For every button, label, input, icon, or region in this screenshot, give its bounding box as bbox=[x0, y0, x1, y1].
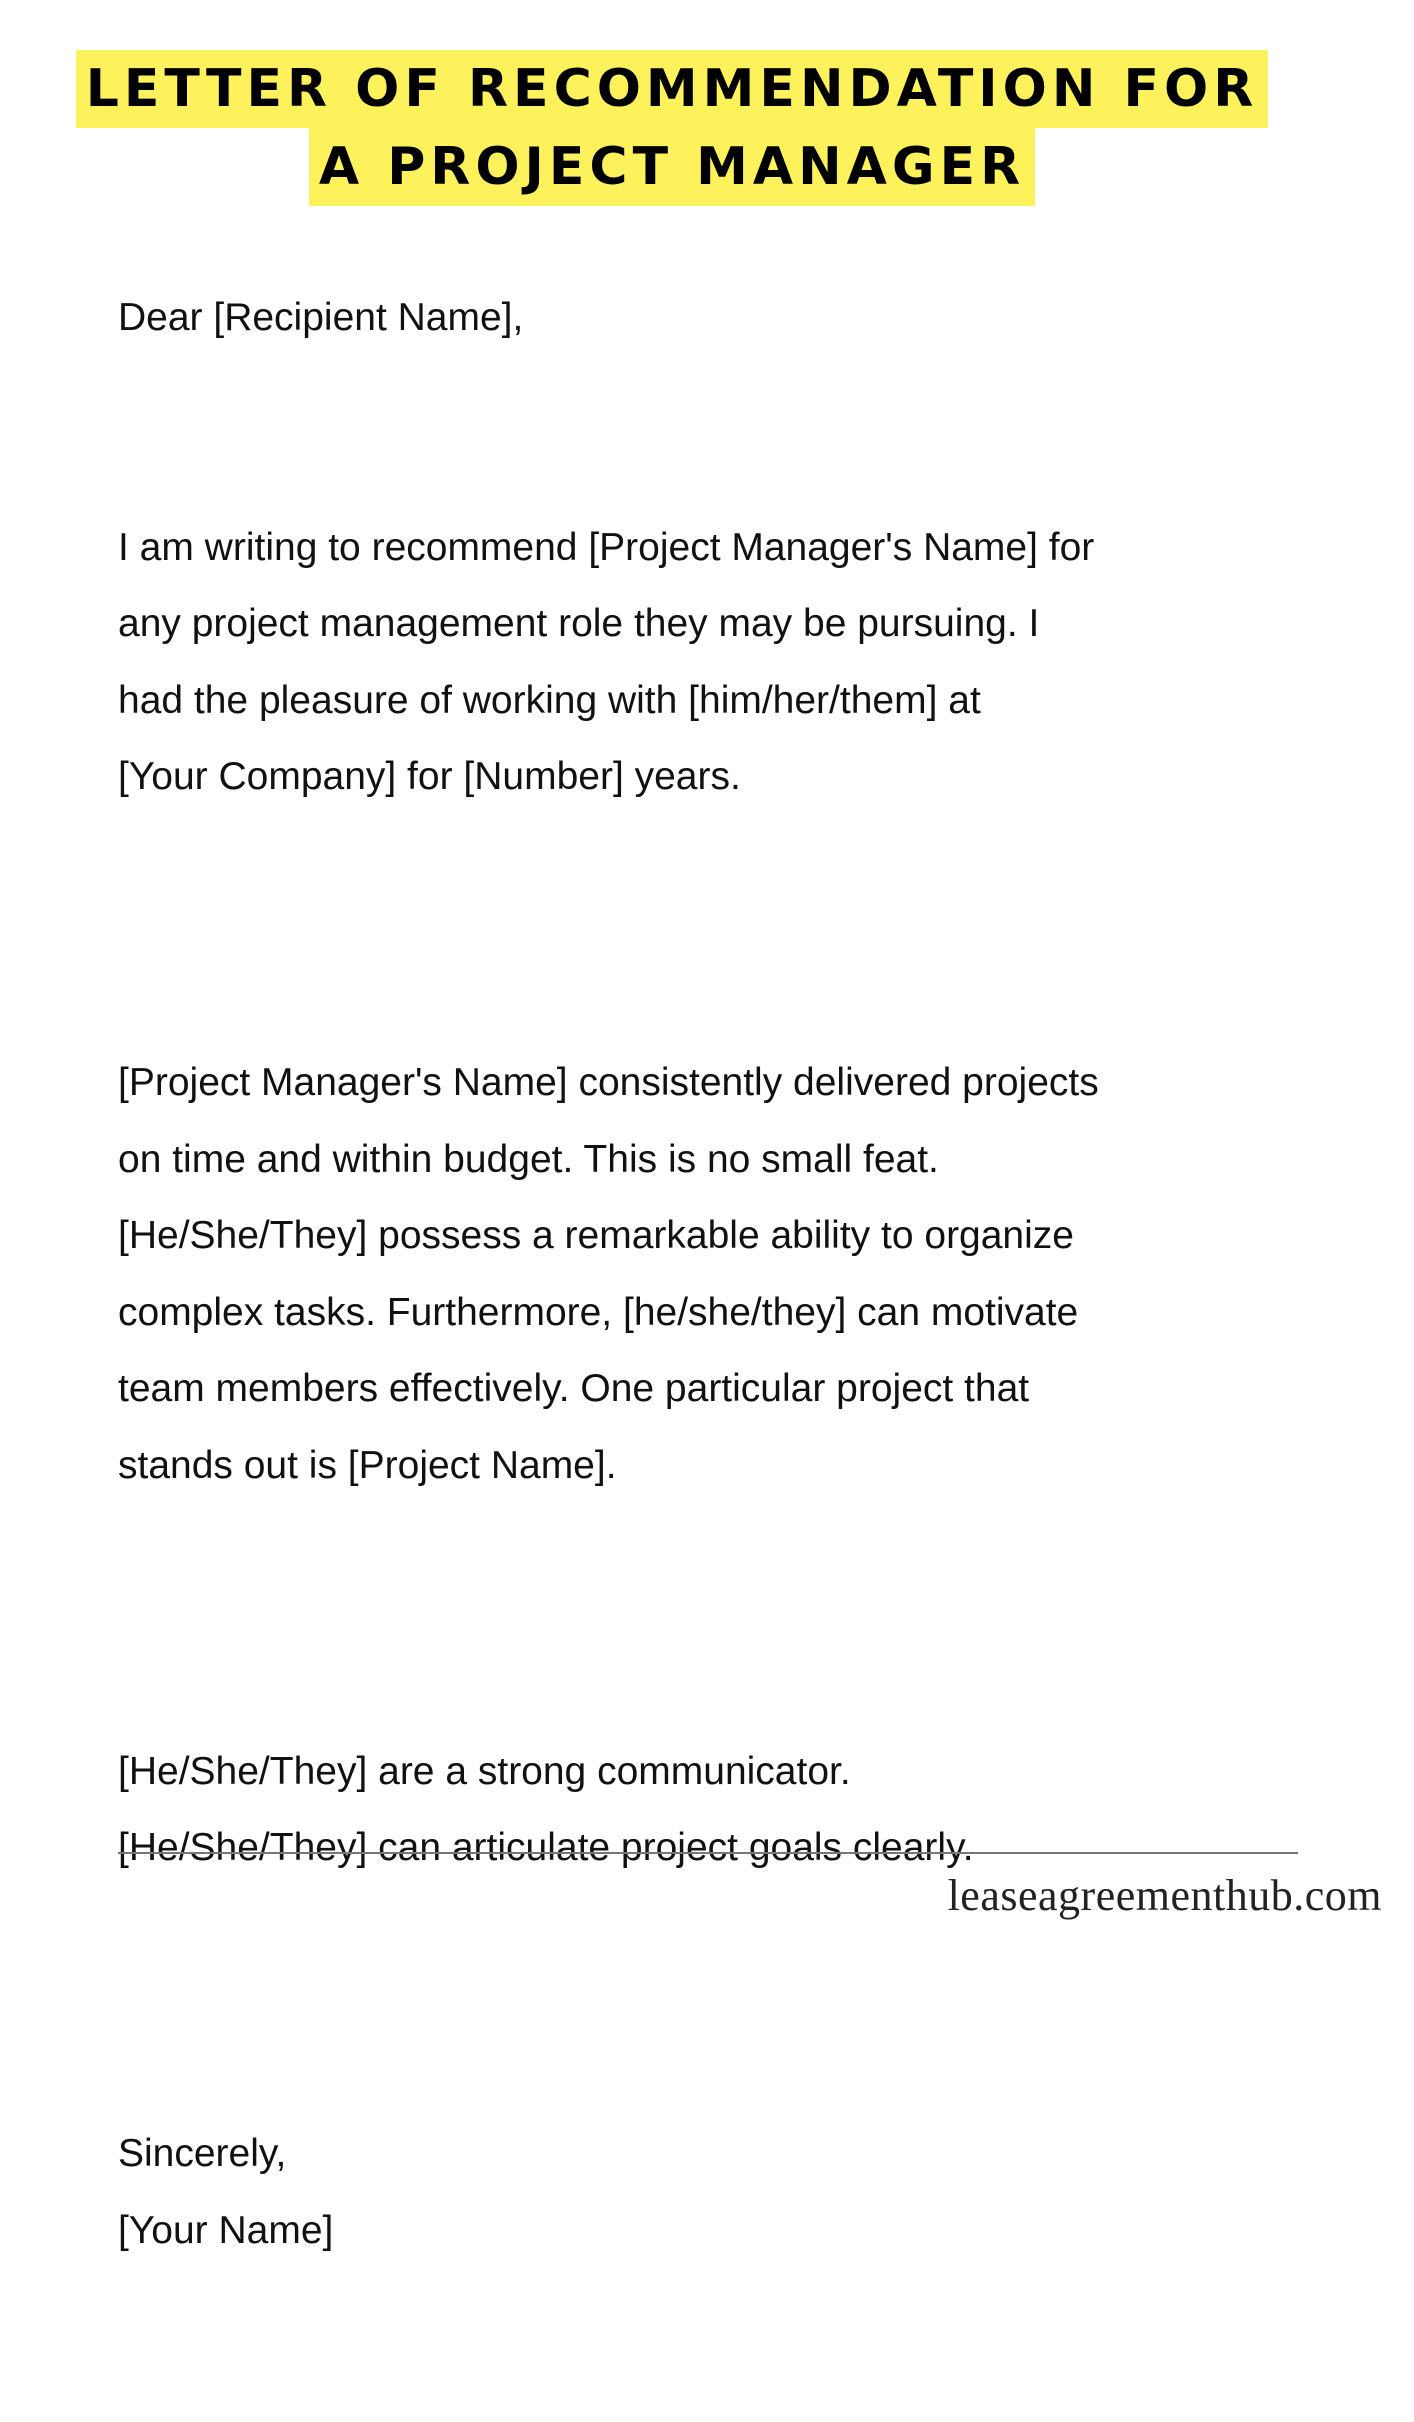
salutation bbox=[118, 280, 1358, 357]
salutation-text: Dear [Recipient Name], bbox=[118, 296, 524, 339]
title-line-1: LETTER OF RECOMMENDATION FOR bbox=[76, 50, 1269, 128]
closing-block bbox=[118, 2040, 1358, 2346]
footer-divider bbox=[118, 1852, 1298, 1854]
footer-website: leaseagreementhub.com bbox=[947, 1871, 1382, 1920]
paragraph-line: on time and within budget. This is no small feat. bbox=[118, 1137, 939, 1181]
paragraph-line: [He/She/They] are a strong communicator. bbox=[118, 1749, 851, 1793]
title-line-2: A PROJECT MANAGER bbox=[309, 128, 1035, 206]
paragraph-achievements bbox=[118, 969, 1358, 1581]
paragraph-line: [He/She/They] possess a remarkable ability to organize bbox=[118, 1214, 1074, 1257]
closing-text: Sincerely, bbox=[118, 2132, 287, 2175]
signature-placeholder: [Your Name] bbox=[118, 2208, 334, 2252]
document-title bbox=[0, 50, 1414, 206]
paragraph-line: I am writing to recommend [Project Manager's Name] for bbox=[118, 525, 1095, 569]
paragraph-line: [Project Manager's Name] consistently delivered projects bbox=[118, 1061, 1099, 1104]
paragraph-line: complex tasks. Furthermore, [he/she/they] can motivate bbox=[118, 1290, 1079, 1334]
letter-body bbox=[118, 280, 1358, 2422]
paragraph-line: [Your Company] for [Number] years. bbox=[118, 755, 741, 798]
paragraph-line: team members effectively. One particular project that bbox=[118, 1367, 1030, 1410]
paragraph-intro bbox=[118, 433, 1358, 892]
paragraph-line: any project management role they may be pursuing. I bbox=[118, 602, 1040, 645]
paragraph-line: had the pleasure of working with [him/her/them] at bbox=[118, 678, 981, 722]
paragraph-line: stands out is [Project Name]. bbox=[118, 1443, 617, 1487]
paragraph-line: [He/She/They] can articulate project goals clearly. bbox=[118, 1826, 974, 1869]
